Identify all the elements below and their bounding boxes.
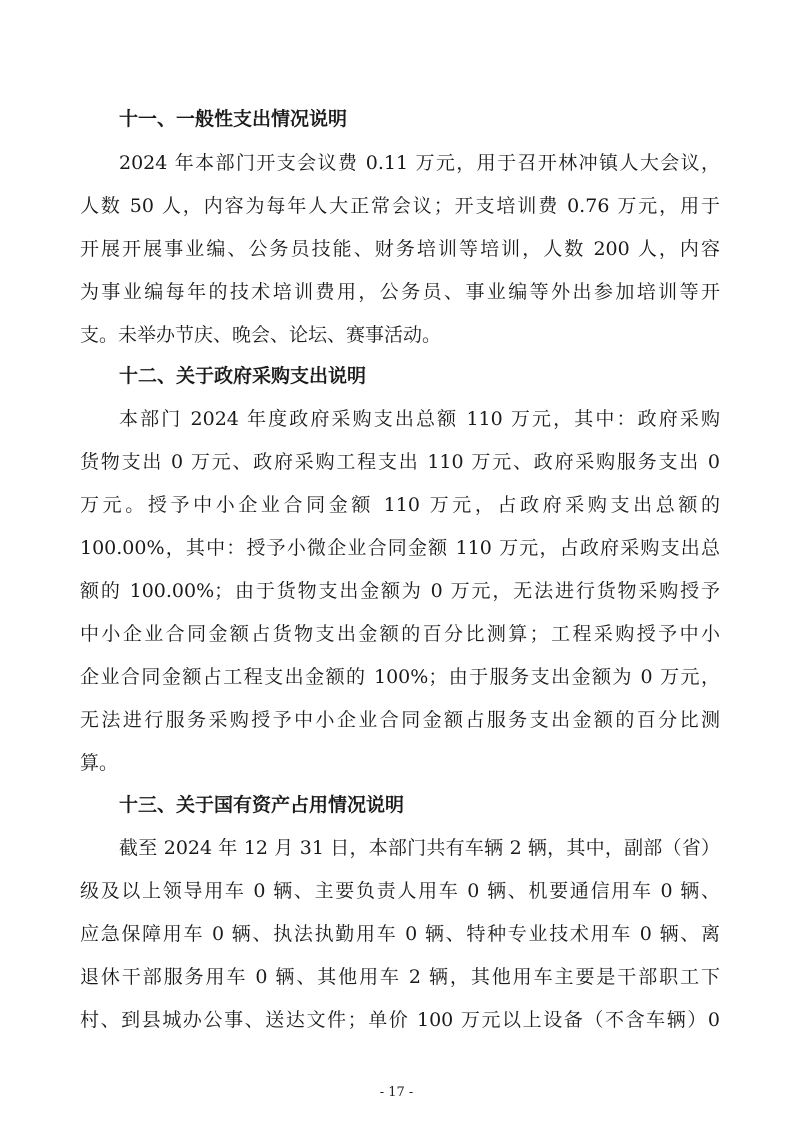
- section-heading-12: 十二、关于政府采购支出说明: [119, 365, 367, 387]
- paragraph-line: 支。未举办节庆、晚会、论坛、赛事活动。: [80, 324, 442, 346]
- paragraph-line: 算。: [80, 752, 119, 774]
- paragraph-line: 退休干部服务用车 0 辆、其他用车 2 辆，其他用车主要是干部职工下: [80, 966, 720, 988]
- page-number: - 17 -: [379, 1085, 414, 1100]
- section-heading-13: 十三、关于国有资产占用情况说明: [119, 794, 405, 816]
- paragraph-line: 本部门 2024 年度政府采购支出总额 110 万元，其中：政府采购: [119, 408, 720, 430]
- section-heading-11: 十一、一般性支出情况说明: [119, 108, 348, 130]
- paragraph-line: 级及以上领导用车 0 辆、主要负责人用车 0 辆、机要通信用车 0 辆、: [80, 880, 720, 902]
- paragraph-line: 企业合同金额占工程支出金额的 100%；由于服务支出金额为 0 万元，: [80, 666, 720, 688]
- paragraph-line: 万元。授予中小企业合同金额 110 万元，占政府采购支出总额的: [80, 494, 720, 516]
- paragraph-line: 额的 100.00%；由于货物支出金额为 0 万元，无法进行货物采购授予: [80, 580, 720, 602]
- paragraph-line: 100.00%，其中：授予小微企业合同金额 110 万元，占政府采购支出总: [80, 537, 720, 559]
- paragraph-line: 截至 2024 年 12 月 31 日，本部门共有车辆 2 辆，其中，副部（省）: [119, 837, 720, 859]
- paragraph-line: 无法进行服务采购授予中小企业合同金额占服务支出金额的百分比测: [80, 709, 720, 731]
- paragraph-line: 应急保障用车 0 辆、执法执勤用车 0 辆、特种专业技术用车 0 辆、离: [80, 923, 720, 945]
- paragraph-line: 村、到县城办公事、送达文件；单价 100 万元以上设备（不含车辆）0: [80, 1009, 720, 1031]
- paragraph-line: 2024 年本部门开支会议费 0.11 万元，用于召开林冲镇人大会议，: [119, 152, 720, 174]
- paragraph-line: 中小企业合同金额占货物支出金额的百分比测算；工程采购授予中小: [80, 623, 720, 645]
- paragraph-line: 货物支出 0 万元、政府采购工程支出 110 万元、政府采购服务支出 0: [80, 451, 720, 473]
- paragraph-line: 为事业编每年的技术培训费用，公务员、事业编等外出参加培训等开: [80, 281, 720, 303]
- paragraph-line: 开展开展事业编、公务员技能、财务培训等培训，人数 200 人，内容: [80, 238, 720, 260]
- paragraph-line: 人数 50 人，内容为每年人大正常会议；开支培训费 0.76 万元，用于: [80, 195, 720, 217]
